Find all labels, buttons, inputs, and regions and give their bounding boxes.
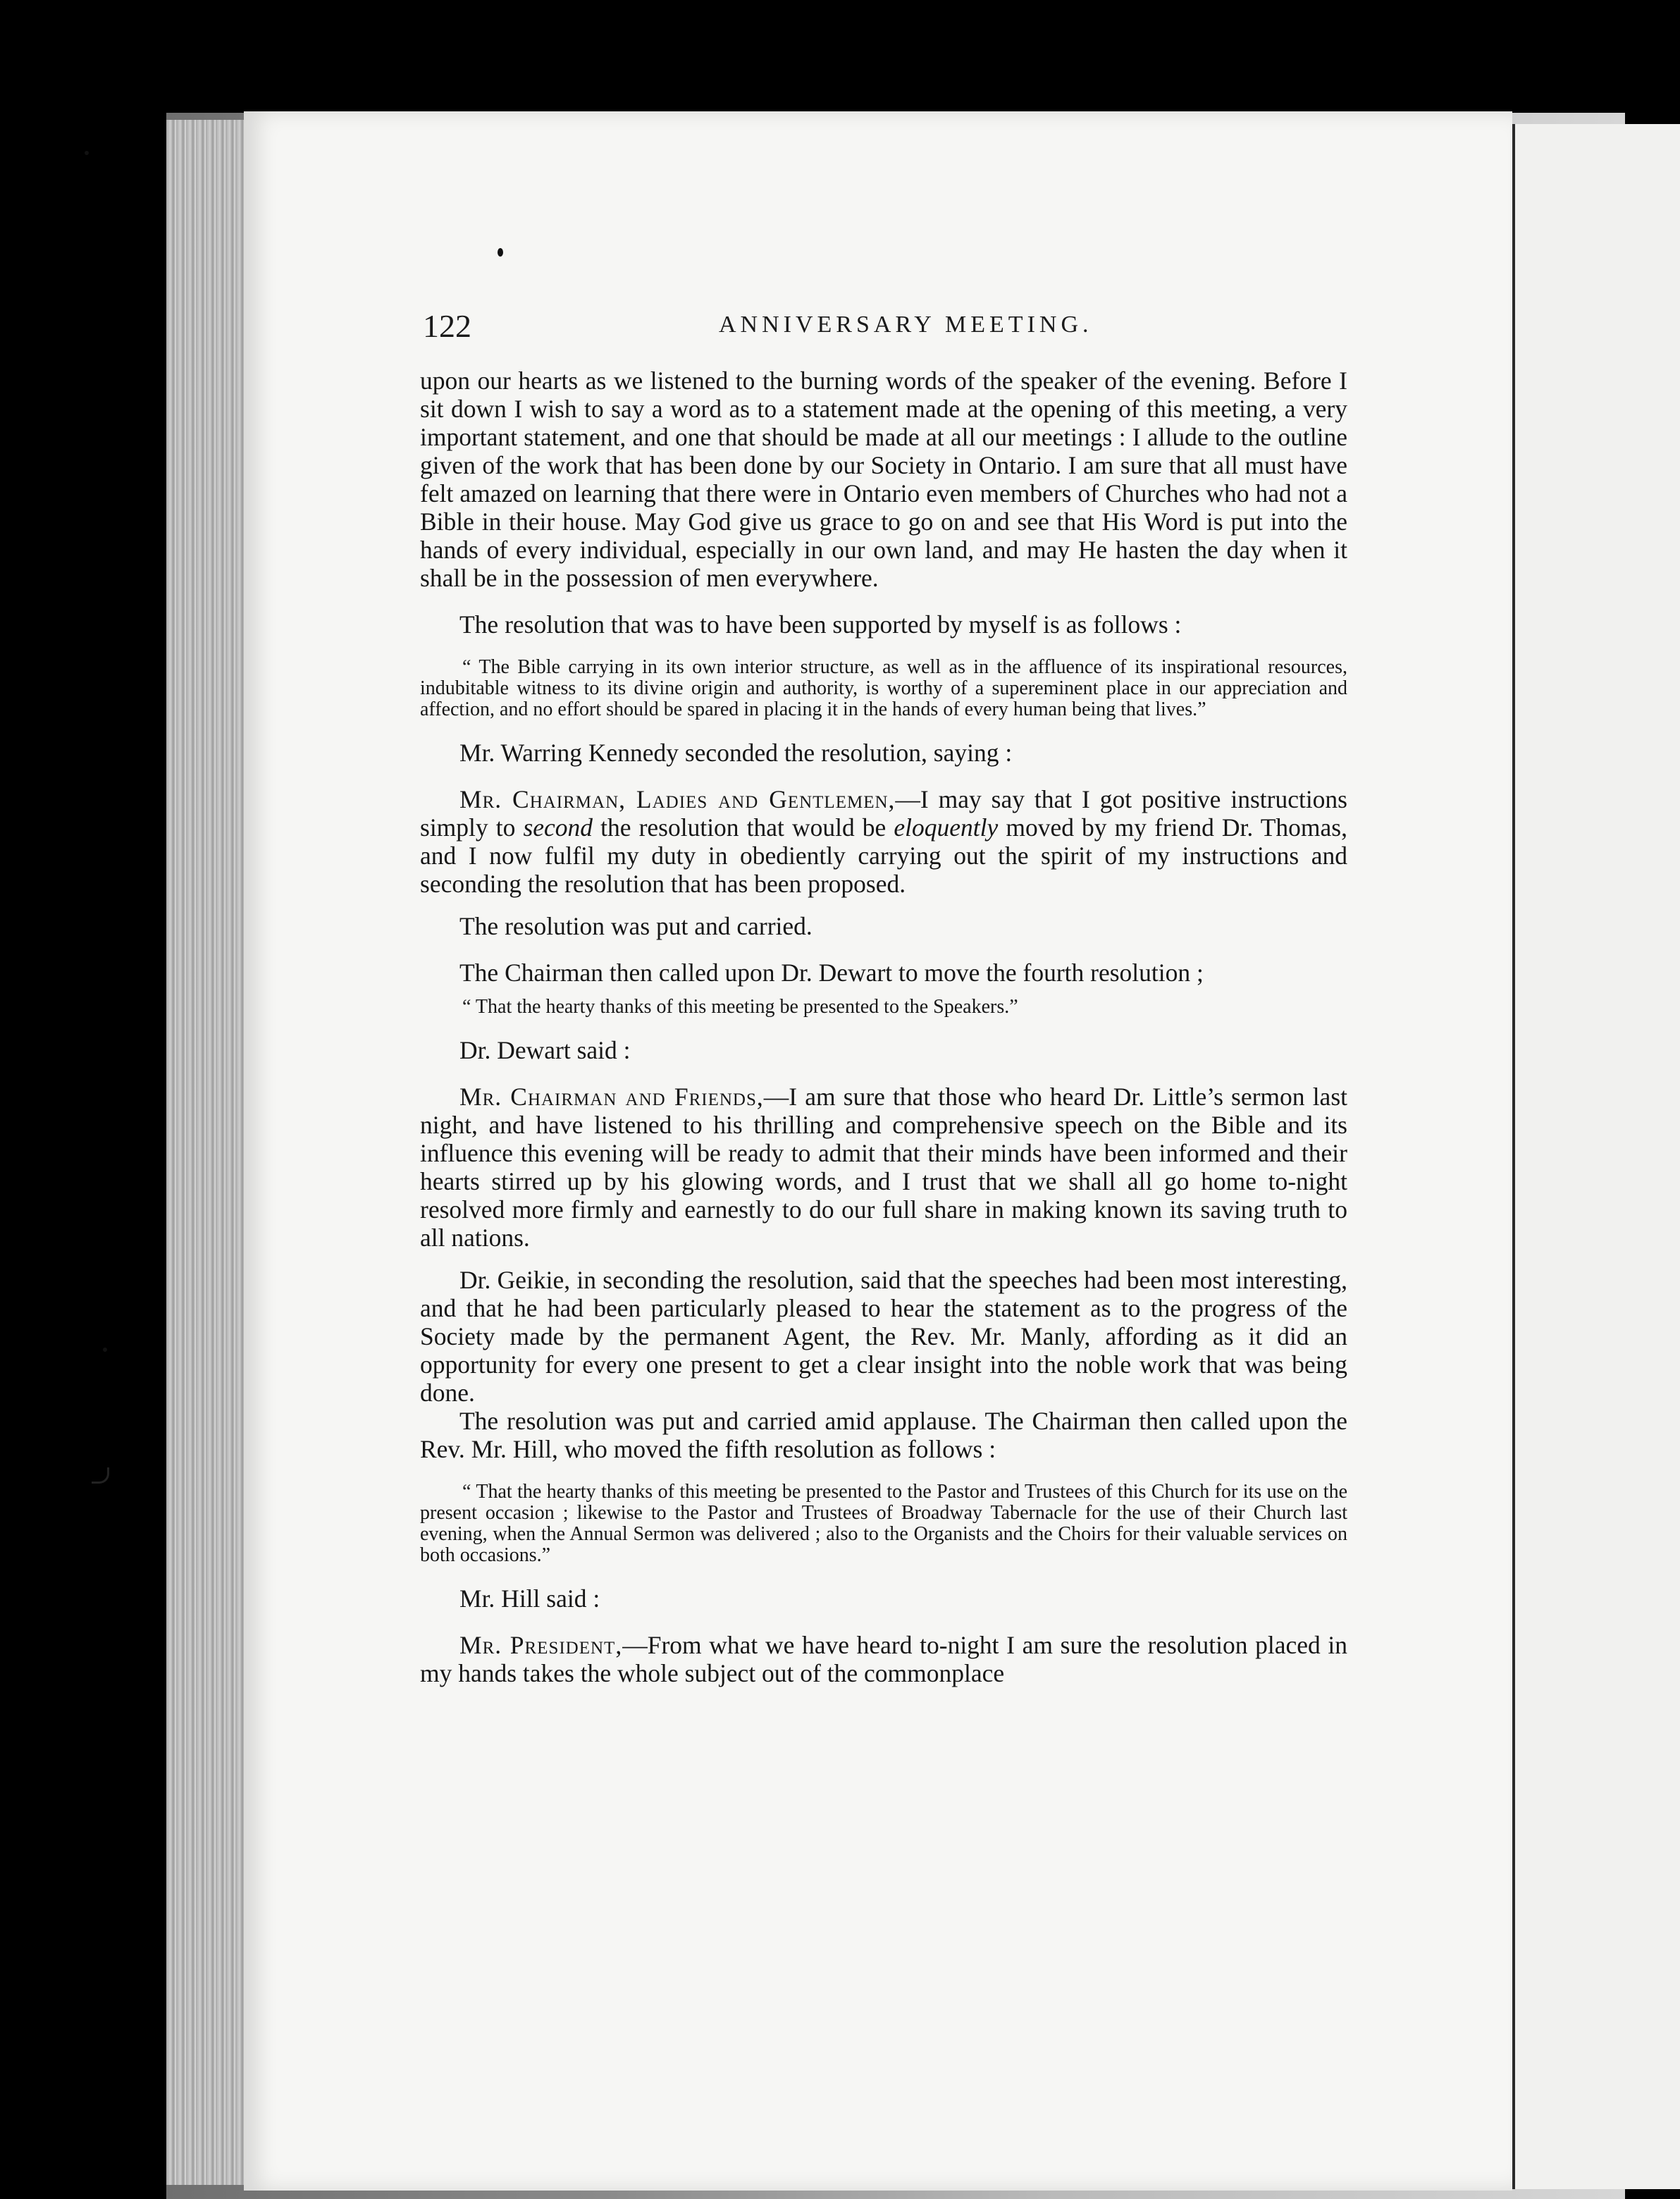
paragraph-geikie: Dr. Geikie, in seconding the resolution, said that the speeches had been most interesting, and that he had been particularly pleased to hear the statement as to the progress of the Society made by the permanent Agent, the Rev. Mr. Manly, affording as it did an opportunity for every one present to get a clear insight into the noble work that was being done.: [420, 1266, 1347, 1407]
page-edges: [166, 120, 244, 2185]
speech-text: —I may say that I got positive instructions simply to: [420, 785, 1347, 842]
ink-speck: [85, 151, 89, 155]
speech-text: —From what we have heard to-night I am sure the resolution placed in my hands takes the whole subject out of the commonplace: [420, 1631, 1347, 1687]
speech-text: moved by my friend Dr. Thomas, and I now fulfil my duty in obediently carrying out the spirit of my instructions and seconding the resolution that has been proposed.: [420, 813, 1347, 898]
salutation: Mr. Chairman and Friends,: [459, 1083, 764, 1111]
page-header: [423, 307, 1353, 350]
salutation: Mr. President,: [459, 1631, 623, 1659]
emphasis-second: second: [523, 813, 593, 842]
paragraph-dewart-speech: [420, 1083, 1347, 1252]
speech-text: the resolution that would be: [593, 813, 894, 842]
facing-page-edge: [1512, 124, 1680, 2189]
quote-fifth-resolution: “ That the hearty thanks of this meeting be presented to the Pastor and Trustees of this Church for its use on the present occasion ; likewise to the Pastor and Trustees of Broadway Tabernacle for the use of their Church last evening, when the Annual Sermon was delivered ; also to the Organists and the Choirs for their valuable services on both occasions.”: [420, 1481, 1347, 1566]
ink-speck: [498, 248, 503, 257]
running-head: ANNIVERSARY MEETING.: [719, 312, 1093, 338]
emphasis-eloquently: eloquently: [894, 813, 999, 842]
paragraph-resolution-carried: The resolution was put and carried.: [459, 912, 813, 940]
speech-text: —I am sure that those who heard Dr. Little’s sermon last night, and have listened to his thrilling and comprehensive speech on the Bible and its influence this evening will be ready to admit that their minds have been informed and their hearts stirred up by his glowing words, and I trust that we shall all go home to-night resolved more firmly and earnestly to do our full share in making known its saving truth to all nations.: [420, 1083, 1347, 1252]
quote-fourth-resolution-text: “ The Bible carrying in its own interior structure, as well as in the affluence of its inspirational resources, indubitable witness to its divine origin and authority, is worthy of a supereminent place in our appreciation and affection, and no effort should be spared in placing it in the hands of every human being that lives.”: [420, 656, 1347, 720]
page-body: [420, 366, 1347, 1687]
paragraph-kennedy-speech: [420, 785, 1347, 898]
ink-speck: [103, 1348, 107, 1352]
paragraph-kennedy-seconded: Mr. Warring Kennedy seconded the resolution, saying :: [459, 739, 1013, 767]
paragraph-chairman-calls-dewart: The Chairman then called upon Dr. Dewart to move the fourth resolution ;: [459, 959, 1204, 987]
quote-thanks-speakers: “ That the hearty thanks of this meeting be presented to the Speakers.”: [462, 996, 1018, 1018]
salutation: Mr. Chairman, Ladies and Gentlemen,: [459, 785, 896, 813]
paragraph-dewart-said: Dr. Dewart said :: [459, 1036, 631, 1064]
paragraph-resolution-intro: The resolution that was to have been supported by myself is as follows :: [459, 610, 1182, 639]
ink-speck: [92, 1467, 109, 1484]
paragraph-hill-called: The resolution was put and carried amid applause. The Chairman then called upon the Rev. Mr. Hill, who moved the fifth resolution as follows :: [420, 1407, 1347, 1463]
paragraph-hill-speech: [420, 1631, 1347, 1687]
paragraph-opening: upon our hearts as we listened to the burning words of the speaker of the evening. Before I sit down I wish to say a word as to a statement made at the opening of this meeting, a very important statement, and one that should be made at all our meetings : I allude to the outline given of the work that has been done by our Society in Ontario. I am sure that all must have felt amazed on learning that there were in Ontario even members of Churches who had not a Bible in their house. May God give us grace to go on and see that His Word is put into the hands of every individual, especially in our own land, and may He hasten the day when it shall be in the possession of men everywhere.: [420, 366, 1347, 592]
paragraph-hill-said: Mr. Hill said :: [459, 1584, 600, 1613]
page-number: 122: [423, 308, 471, 344]
